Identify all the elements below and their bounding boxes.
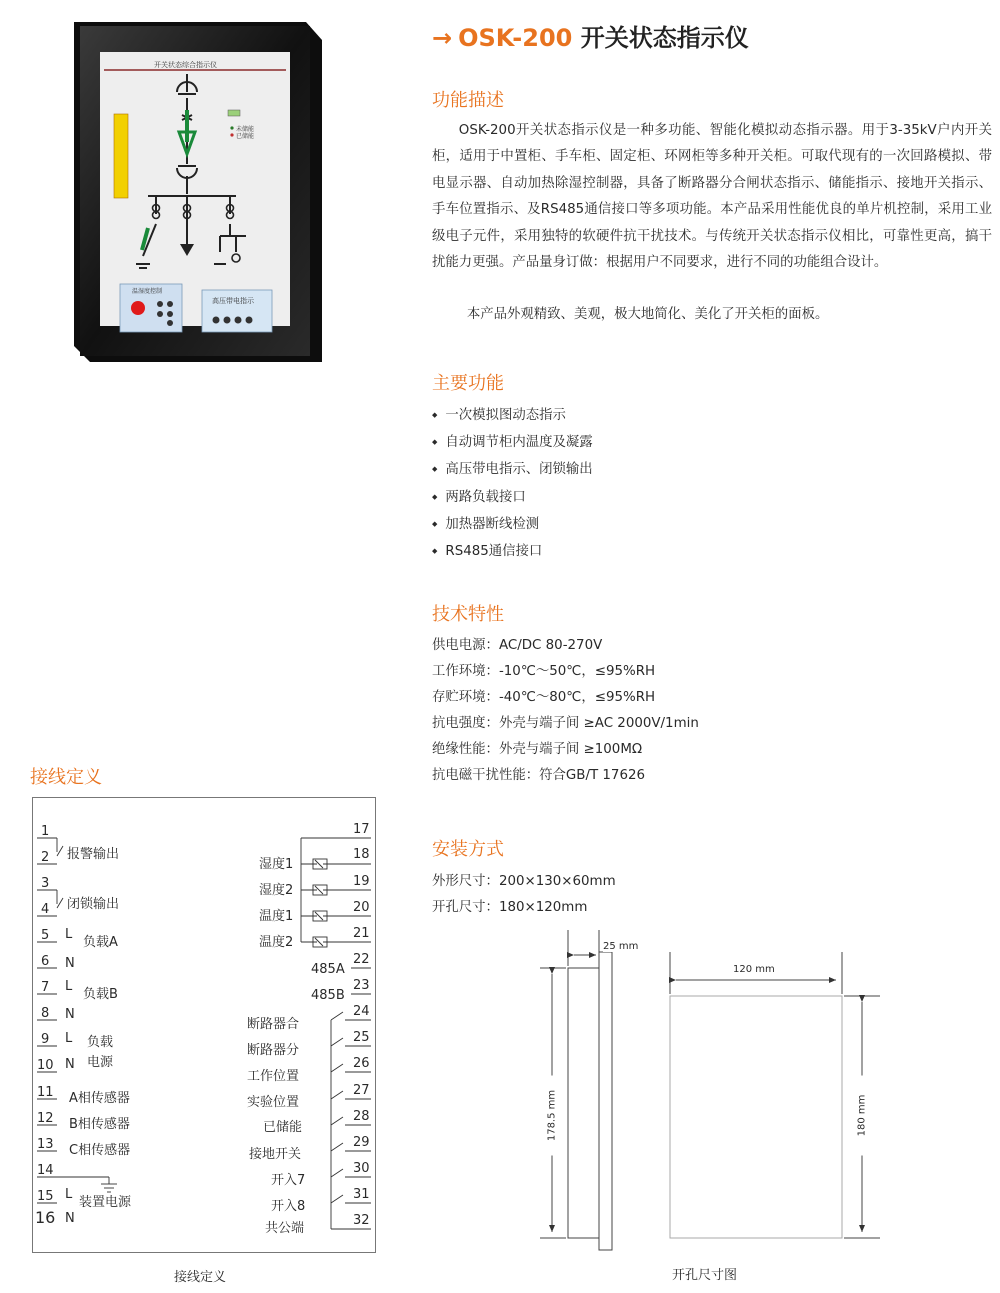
right-module-label: 高压带电指示 [212, 297, 254, 305]
terminal-29: 29 [353, 1135, 370, 1150]
left-module-label: 温湿度控制 [132, 288, 163, 295]
legend-charged: 已储能 [236, 133, 255, 140]
label-sensor-b: B相传感器 [69, 1117, 130, 1132]
terminal-24: 24 [353, 1004, 370, 1019]
list-item: 供电电源：AC/DC 80-270V [432, 638, 603, 653]
label-load-a: 负载A [83, 935, 118, 950]
label-load-power-2: 电源 [87, 1055, 114, 1070]
label-alarm-output: 报警输出 [67, 847, 120, 862]
label-input-8: 开入8 [271, 1199, 306, 1214]
label-L: L [65, 1187, 73, 1202]
list-item: 抗电强度：外壳与端子间 ≥AC 2000V/1min [432, 716, 699, 732]
label-humidity-1: 湿度1 [259, 857, 294, 872]
label-breaker-open: 断路器分 [247, 1043, 300, 1058]
label-485b: 485B [311, 988, 345, 1003]
terminal-23: 23 [353, 978, 370, 993]
terminal-27: 27 [353, 1083, 370, 1098]
terminal-19: 19 [353, 874, 370, 889]
label-breaker-close: 断路器合 [247, 1017, 300, 1032]
list-item: 抗电磁干扰性能：符合GB/T 17626 [432, 768, 646, 784]
product-photo [60, 18, 330, 364]
page-title [432, 18, 749, 53]
label-common: 共公端 [265, 1221, 305, 1236]
terminal-28: 28 [353, 1109, 370, 1124]
terminal-11: 11 [37, 1085, 54, 1100]
list-item: ◆ 两路负载接口 [432, 484, 593, 511]
terminal-9: 9 [41, 1032, 50, 1047]
dim-depth: 25 mm [603, 941, 639, 952]
install-heading: 安装方式 [432, 839, 504, 860]
terminal-32: 32 [353, 1213, 370, 1228]
terminal-13: 13 [37, 1137, 54, 1152]
wiring-heading: 接线定义 [30, 767, 102, 788]
terminal-15: 15 [37, 1189, 54, 1204]
legend-uncharged: 未储能 [236, 126, 255, 133]
terminal-4: 4 [41, 902, 50, 917]
label-input-7: 开入7 [271, 1173, 306, 1188]
list-item: ◆ RS485通信接口 [432, 538, 593, 565]
label-L: L [65, 979, 73, 994]
label-sensor-c: C相传感器 [69, 1143, 131, 1158]
panel-title: 开关状态综合指示仪 [154, 61, 217, 69]
terminal-12: 12 [37, 1111, 54, 1126]
terminal-7: 7 [41, 980, 50, 995]
label-work-position: 工作位置 [247, 1069, 300, 1084]
label-lock-output: 闭锁输出 [67, 897, 120, 912]
terminal-22: 22 [353, 952, 370, 967]
cutout-caption: 开孔尺寸图 [672, 1268, 738, 1283]
terminal-14: 14 [37, 1163, 54, 1178]
label-N: N [65, 956, 75, 971]
terminal-2: 2 [41, 850, 50, 865]
list-item: ◆ 加热器断线检测 [432, 511, 593, 538]
terminal-10: 10 [37, 1058, 54, 1073]
label-temperature-2: 温度2 [259, 935, 294, 950]
terminal-17: 17 [353, 822, 370, 837]
terminal-20: 20 [353, 900, 370, 915]
list-item: 外形尺寸：200×130×60mm [432, 874, 616, 889]
label-N: N [65, 1007, 75, 1022]
list-item: ◆ 自动调节柜内温度及凝露 [432, 429, 593, 456]
dim-height: 178.5 mm [547, 1076, 558, 1156]
terminal-18: 18 [353, 847, 370, 862]
specs-list [432, 633, 699, 790]
list-item: 开孔尺寸：180×120mm [432, 900, 588, 916]
features-heading: 主要功能 [432, 373, 504, 394]
label-device-power: 装置电源 [79, 1195, 132, 1210]
dim-cut-width: 120 mm [730, 964, 778, 975]
label-load-b: 负载B [83, 987, 118, 1002]
label-L: L [65, 1031, 73, 1046]
dimension-drawing [530, 928, 890, 1258]
label-energy-stored: 已储能 [263, 1120, 303, 1135]
terminal-31: 31 [353, 1187, 370, 1202]
terminal-3: 3 [41, 876, 50, 891]
label-load-power-1: 负载 [87, 1035, 114, 1050]
label-N: N [65, 1211, 75, 1226]
list-item: ◆ 高压带电指示、闭锁输出 [432, 456, 593, 483]
model-name: OSK-200 [458, 24, 573, 52]
wiring-diagram [32, 797, 376, 1253]
label-temperature-1: 温度1 [259, 909, 294, 924]
description-paragraph-2: 本产品外观精致、美观，极大地简化、美化了开关柜的面板。 [466, 307, 829, 322]
label-N: N [65, 1057, 75, 1072]
terminal-21: 21 [353, 926, 370, 941]
install-list [432, 869, 616, 921]
title-arrow-icon: → [432, 24, 453, 52]
terminal-26: 26 [353, 1056, 370, 1071]
terminal-8: 8 [41, 1006, 50, 1021]
terminal-5: 5 [41, 928, 50, 943]
label-humidity-2: 湿度2 [259, 883, 294, 898]
specs-heading: 技术特性 [432, 604, 504, 625]
list-item: 存贮环境：-40℃～80℃，≤95%RH [432, 690, 656, 706]
label-L: L [65, 927, 73, 942]
terminal-1: 1 [41, 824, 50, 839]
list-item: 工作环境：-10℃～50℃，≤95%RH [432, 664, 656, 680]
label-485a: 485A [311, 962, 345, 977]
terminal-16: 16 [35, 1208, 56, 1227]
dim-cut-height: 180 mm [857, 1076, 868, 1156]
features-list [432, 402, 593, 565]
label-test-position: 实验位置 [247, 1095, 300, 1110]
description-paragraph-1: OSK-200开关状态指示仪是一种多功能、智能化模拟动态指示器。用于3-35kV户内开关柜，适用于中置柜、手车柜、固定柜、环网柜等多种开关柜。可取代现有的一次回路模拟、带电显示器、自动加热除湿控制器，具备了断路器分合闸状态指示、储能指示、接地开关指示、手车位置指示、及RS485通信接口等多项功能。本产品采用性能优良的单片机控制，采用工业级电子元件，采用独特的软硬件抗干扰技术。与传统开关状态指示仪相比，可靠性更高，搞干扰能力更强。产品量身订做：根据用户不同要求，进行不同的功能组合设计。 [432, 123, 992, 271]
wiring-caption: 接线定义 [174, 1270, 227, 1285]
terminal-6: 6 [41, 954, 50, 969]
product-name: 开关状态指示仪 [580, 24, 749, 52]
label-earth-switch: 接地开关 [249, 1147, 302, 1162]
terminal-25: 25 [353, 1030, 370, 1045]
list-item: 绝缘性能：外壳与端子间 ≥100MΩ [432, 742, 643, 758]
description-heading: 功能描述 [432, 90, 504, 111]
terminal-30: 30 [353, 1161, 370, 1176]
label-sensor-a: A相传感器 [69, 1091, 130, 1106]
list-item: ◆ 一次模拟图动态指示 [432, 402, 593, 429]
